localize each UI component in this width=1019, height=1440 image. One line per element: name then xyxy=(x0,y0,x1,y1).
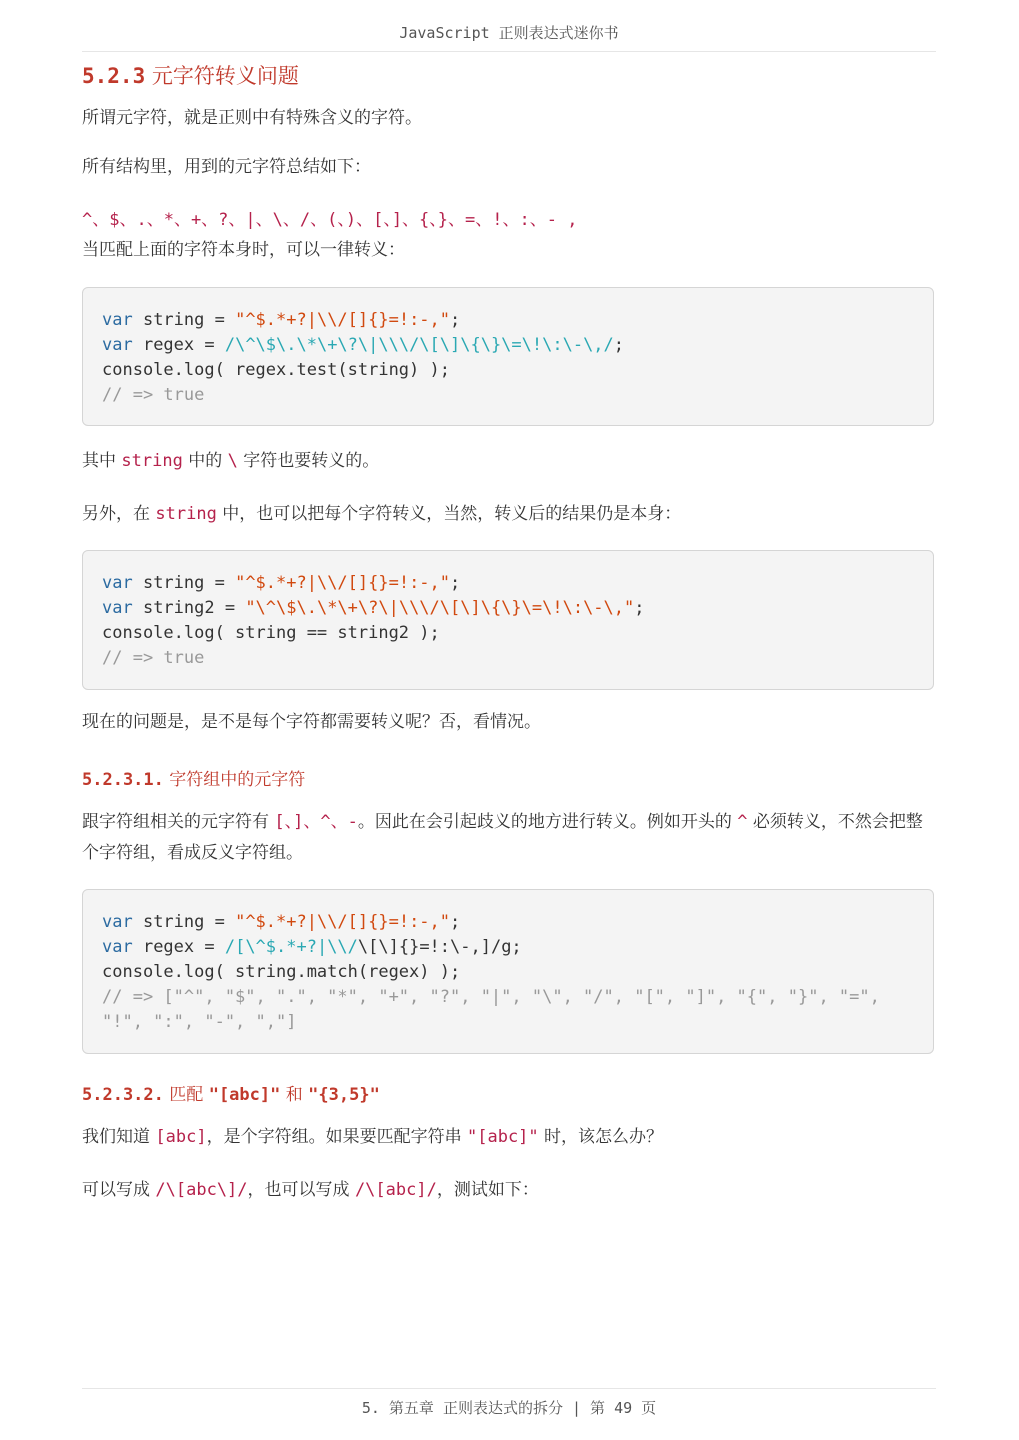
subsection-title-text: 和 xyxy=(280,1085,309,1105)
paragraph-meta-definition: 所谓元字符，就是正则中有特殊含义的字符。 xyxy=(82,108,422,128)
subsection-title-text: 字符组中的元字符 xyxy=(169,770,306,790)
text-span: 必须转义，不然会把整个字符组，看成反义字符组。 xyxy=(82,812,923,863)
text-span: 中的 xyxy=(182,451,228,471)
code-text: ; xyxy=(613,335,625,355)
paragraph-escape-all: 当匹配上面的字符本身时，可以一律转义： xyxy=(82,240,405,260)
paragraph-char-class xyxy=(82,807,936,869)
text-span: 另外，在 xyxy=(82,504,156,524)
code-line: console.log( string.match(regex) ); xyxy=(102,962,461,982)
header-title: JavaScript 正则表达式迷你书 xyxy=(399,24,619,42)
inline-code: /\[abc\]/ xyxy=(155,1180,248,1200)
inline-code: /\[abc]/ xyxy=(354,1180,437,1200)
code-string: "^$.*+?|\\/[]{}=!:-," xyxy=(235,912,451,932)
subsection-number: 5.2.3.1. xyxy=(82,770,164,790)
text-span: 时，该怎么办？ xyxy=(538,1127,664,1147)
text-span: 字符也要转义的。 xyxy=(237,451,380,471)
text-span: ，测试如下： xyxy=(436,1180,539,1200)
code-line xyxy=(102,308,913,333)
code-text: ; xyxy=(450,573,461,593)
code-line xyxy=(102,910,913,935)
inline-code: string xyxy=(155,504,217,524)
paragraph-question: 现在的问题是，是不是每个字符都需要转义呢？否，看情况。 xyxy=(82,712,541,732)
code-text: string = xyxy=(132,310,236,330)
inline-code: ^ xyxy=(737,812,748,832)
code-comment: // => true xyxy=(102,648,205,668)
code-keyword: var xyxy=(102,335,133,355)
page-header xyxy=(82,18,936,52)
paragraph-each-escape xyxy=(82,499,936,530)
code-string: "^$.*+?|\\/[]{}=!:-," xyxy=(235,310,451,330)
meta-char-list-code: ^、$、.、*、+、?、|、\、/、(、)、[、]、{、}、=、!、:、- , xyxy=(82,210,578,230)
subsection-number: 5.2.3.2. xyxy=(82,1085,164,1105)
paragraph-string-escape xyxy=(82,446,936,477)
subsection-title-text: 匹配 xyxy=(169,1085,209,1105)
section-number: 5.2.3 xyxy=(82,64,146,88)
inline-code: [abc] xyxy=(155,1127,207,1147)
code-text: \[\]{}=!:\-,]/g; xyxy=(357,937,522,957)
code-text: regex = xyxy=(132,335,225,355)
code-keyword: var xyxy=(102,310,133,330)
text-span: 其中 xyxy=(82,451,122,471)
section-title xyxy=(82,60,299,90)
code-line xyxy=(102,596,913,621)
code-text: ; xyxy=(634,598,645,618)
code-text: string2 = xyxy=(132,598,246,618)
inline-code: [、]、^、- xyxy=(274,812,358,832)
text-span: 。因此在会引起歧义的地方进行转义。例如开头的 xyxy=(357,812,738,832)
footer-text: 5. 第五章 正则表达式的拆分 | 第 49 页 xyxy=(361,1399,657,1417)
inline-code: string xyxy=(121,451,183,471)
code-block-2 xyxy=(82,550,934,690)
text-span: ，也可以写成 xyxy=(247,1180,355,1200)
paragraph-meta-summary: 所有结构里，用到的元字符总结如下： xyxy=(82,157,371,177)
code-keyword: var xyxy=(102,573,133,593)
code-line: console.log( string == string2 ); xyxy=(102,623,440,643)
code-block-3 xyxy=(82,889,934,1054)
subsection-title-code: "[abc]" xyxy=(208,1085,281,1105)
code-string: "\^\$\.\*\+\?\|\\\/\[\]\{\}\=\!\:\-\," xyxy=(245,598,635,618)
inline-code: \ xyxy=(227,451,238,471)
subsection-title-1 xyxy=(82,765,305,790)
text-span: ，是个字符组。如果要匹配字符串 xyxy=(206,1127,467,1147)
text-span: 我们知道 xyxy=(82,1127,156,1147)
paragraph-write-as xyxy=(82,1175,936,1206)
meta-char-list xyxy=(82,205,936,236)
code-text: string = xyxy=(132,573,236,593)
text-span: 中，也可以把每个字符转义，当然，转义后的结果仍是本身： xyxy=(216,504,682,524)
code-comment: // => ["^", "$", ".", "*", "+", "?", "|", "\", "/", "[", "]", "{", "}", "=", "!", ":", "-", ","] xyxy=(102,987,891,1032)
code-line: console.log( regex.test(string) ); xyxy=(102,360,450,380)
inline-code: "[abc]" xyxy=(467,1127,539,1147)
text-span: 可以写成 xyxy=(82,1180,156,1200)
subsection-title-code: "{3,5}" xyxy=(308,1085,380,1105)
code-line xyxy=(102,935,913,960)
subsection-title-2 xyxy=(82,1080,380,1105)
code-text: regex = xyxy=(132,937,225,957)
paragraph-abc xyxy=(82,1122,936,1153)
page-footer xyxy=(82,1388,936,1418)
code-line xyxy=(102,571,913,596)
code-keyword: var xyxy=(102,912,133,932)
code-string: "^$.*+?|\\/[]{}=!:-," xyxy=(235,573,451,593)
code-keyword: var xyxy=(102,937,133,957)
text-span: 跟字符组相关的元字符有 xyxy=(82,812,275,832)
code-block-1 xyxy=(82,287,934,426)
code-keyword: var xyxy=(102,598,133,618)
code-regex: /[\^$.*+?|\\/ xyxy=(224,937,358,957)
code-comment: // => true xyxy=(102,385,205,405)
code-line xyxy=(102,333,913,358)
section-title-text: 元字符转义问题 xyxy=(151,64,299,88)
code-text: ; xyxy=(450,310,461,330)
code-text: ; xyxy=(450,912,461,932)
code-text: string = xyxy=(132,912,236,932)
code-regex: /\^\$\.\*\+\?\|\\\/\[\]\{\}\=\!\:\-\,/ xyxy=(224,335,614,355)
